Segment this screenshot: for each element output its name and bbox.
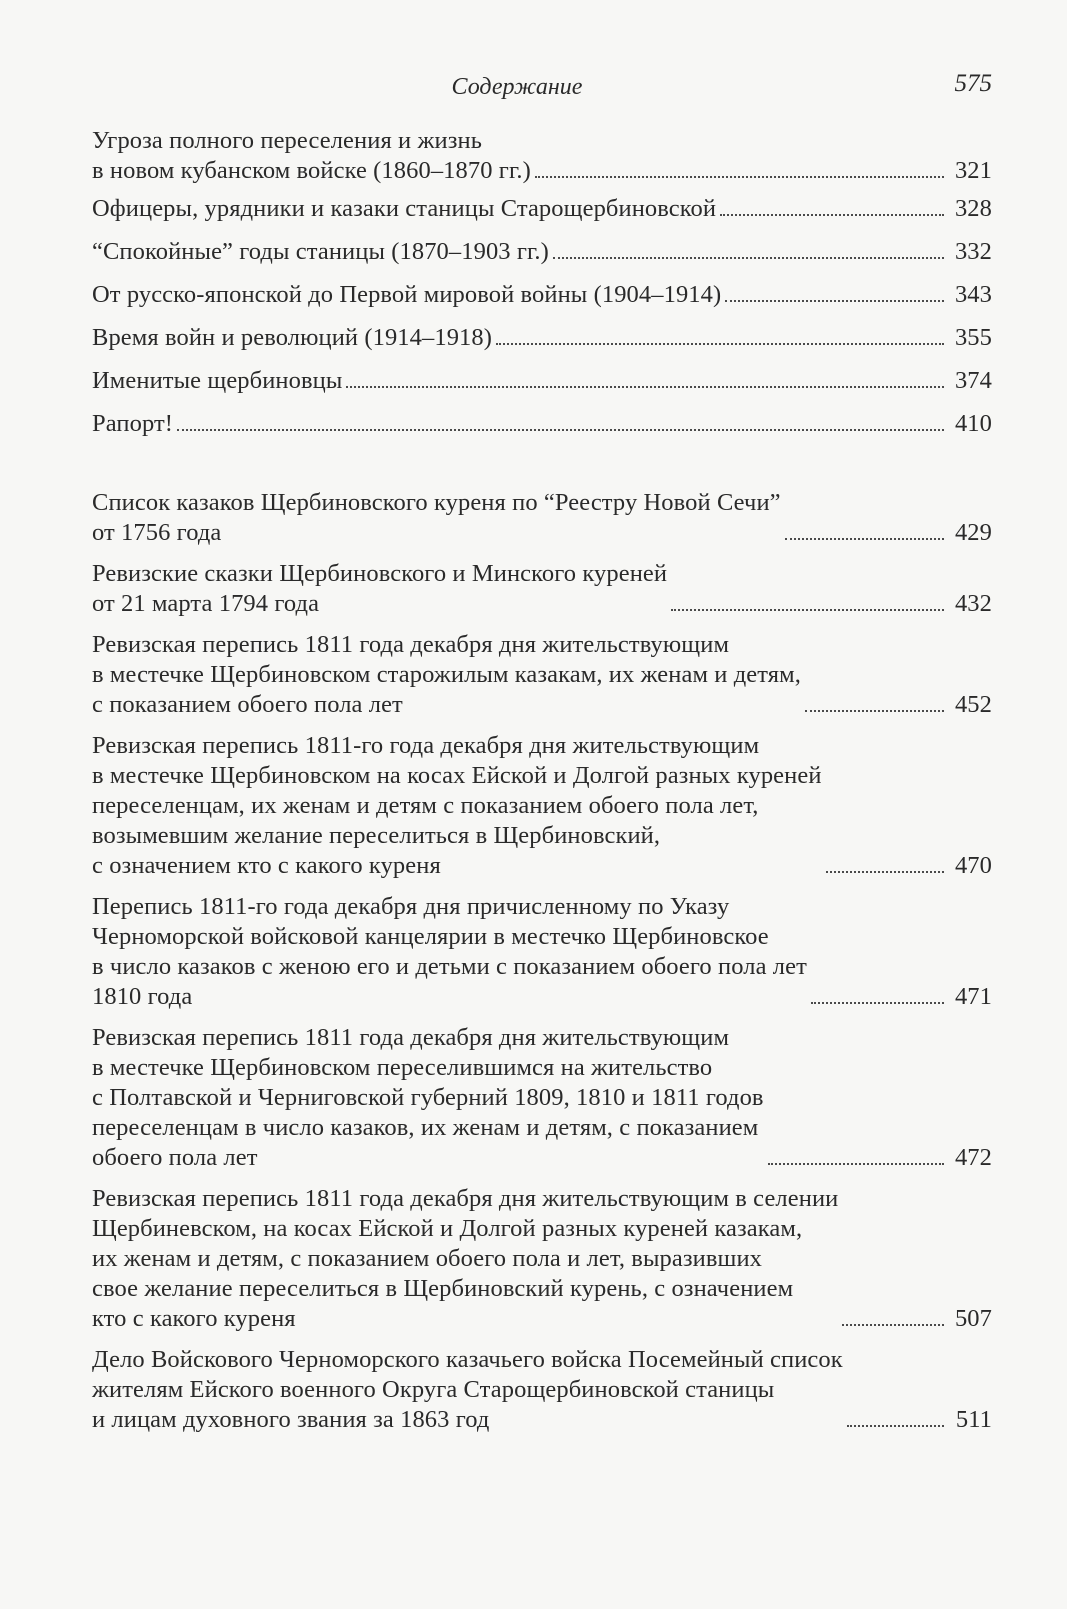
toc-section-appendices [92, 488, 992, 1446]
toc-entry [92, 237, 992, 267]
dot-leader [785, 538, 944, 540]
toc-entry-title: Угроза полного переселения и жизнь в новом кубанском войске (1860–1870 гг.) [92, 127, 531, 184]
dot-leader [768, 1163, 944, 1165]
toc-section-chapters [92, 126, 992, 452]
toc-entry-title: Рапорт! [92, 410, 174, 437]
toc-entry [92, 488, 992, 548]
toc-entry-title: Офицеры, урядники и казаки станицы Старощербиновской [92, 195, 717, 222]
toc-entry-page: 452 [954, 691, 992, 718]
toc-entry [92, 731, 992, 881]
dot-leader [720, 214, 944, 216]
dot-leader [811, 1002, 944, 1004]
toc-entry-title: Ревизская перепись 1811-го года декабря дня жительствующим в местечке Щербиновском на косах Ейской и Долгой разных куреней переселенцам, их женам и детям с показанием обоего пола лет, возымевшим желание переселиться в Щербиновский, с означением кто с какого куреня [92, 732, 822, 879]
toc-entry [92, 323, 992, 353]
toc-entry [92, 892, 992, 1012]
toc-entry-title: Ревизская перепись 1811 года декабря дня жительствующим в местечке Щербиновском старожилым казакам, их женам и детям, с показанием обоего пола лет [92, 631, 801, 718]
toc-entry-page: 470 [954, 852, 992, 879]
page-title: Содержание [451, 74, 583, 100]
toc-entry-title: Ревизская перепись 1811 года декабря дня жительствующим в местечке Щербиновском переселившимся на жительство с Полтавской и Черниговской губерний 1809, 1810 и 1811 годов переселенцам в число казаков, их женам и детям, с показанием обоего пола лет [92, 1024, 764, 1171]
page-number: 575 [954, 70, 992, 97]
toc-entry-page: 511 [955, 1406, 992, 1433]
toc-entry [92, 1023, 992, 1173]
toc-entry-page: 332 [954, 238, 992, 265]
dot-leader [496, 343, 944, 345]
toc-entry [92, 1184, 992, 1334]
toc-entry [92, 126, 992, 186]
toc-entry [92, 630, 992, 720]
toc-entry-title: Время войн и революций (1914–1918) [92, 324, 493, 351]
toc-entry-title: Список казаков Щербиновского куреня по “Реестру Новой Сечи” от 1756 года [92, 489, 781, 546]
toc-entry-title: Ревизская перепись 1811 года декабря дня жительствующим в селении Щербиневском, на косах Ейской и Долгой разных куреней казакам, их женам и детям, с показанием обоего пола и лет, выразивших свое желание переселиться в Щербиновский курень, с означением кто с какого куреня [92, 1185, 839, 1332]
dot-leader [346, 386, 944, 388]
toc-entry-page: 429 [954, 519, 992, 546]
dot-leader [177, 429, 944, 431]
dot-leader [725, 300, 944, 302]
toc-entry-page: 355 [954, 324, 992, 351]
toc-entry-page: 471 [954, 983, 992, 1010]
toc-entry-page: 507 [954, 1305, 992, 1332]
toc-entry-title: “Спокойные” годы станицы (1870–1903 гг.) [92, 238, 549, 265]
dot-leader [847, 1425, 944, 1427]
toc-entry-title: Перепись 1811-го года декабря дня причисленному по Указу Черноморской войсковой канцелярии в местечко Щербиновское в число казаков с женою его и детьми с показанием обоего пола лет 1810 года [92, 893, 807, 1010]
toc-entry-title: Дело Войскового Черноморского казачьего войска Посемейный список жителям Ейского военного Округа Старощербиновской станицы и лицам духовного звания за 1863 год [92, 1346, 843, 1433]
toc-entry-page: 343 [954, 281, 992, 308]
toc-entry-page: 432 [954, 590, 992, 617]
dot-leader [671, 609, 944, 611]
toc-entry-title: Ревизские сказки Щербиновского и Минского куреней от 21 марта 1794 года [92, 560, 668, 617]
toc-entry [92, 280, 992, 310]
toc-entry [92, 366, 992, 396]
toc-entry-page: 321 [954, 157, 992, 184]
toc-entry-page: 472 [954, 1144, 992, 1171]
toc-entry-title: Именитые щербиновцы [92, 367, 343, 394]
dot-leader [553, 257, 944, 259]
dot-leader [805, 710, 944, 712]
dot-leader [535, 176, 944, 178]
toc-entry [92, 409, 992, 439]
toc-entry-page: 410 [954, 410, 992, 437]
toc-entry-page: 328 [954, 195, 992, 222]
toc-entry-page: 374 [954, 367, 992, 394]
dot-leader [826, 871, 944, 873]
toc-entry [92, 194, 992, 224]
toc-entry-title: От русско-японской до Первой мировой войны (1904–1914) [92, 281, 722, 308]
toc-entry [92, 559, 992, 619]
toc-entry [92, 1345, 992, 1435]
running-head [92, 70, 992, 106]
dot-leader [842, 1324, 944, 1326]
